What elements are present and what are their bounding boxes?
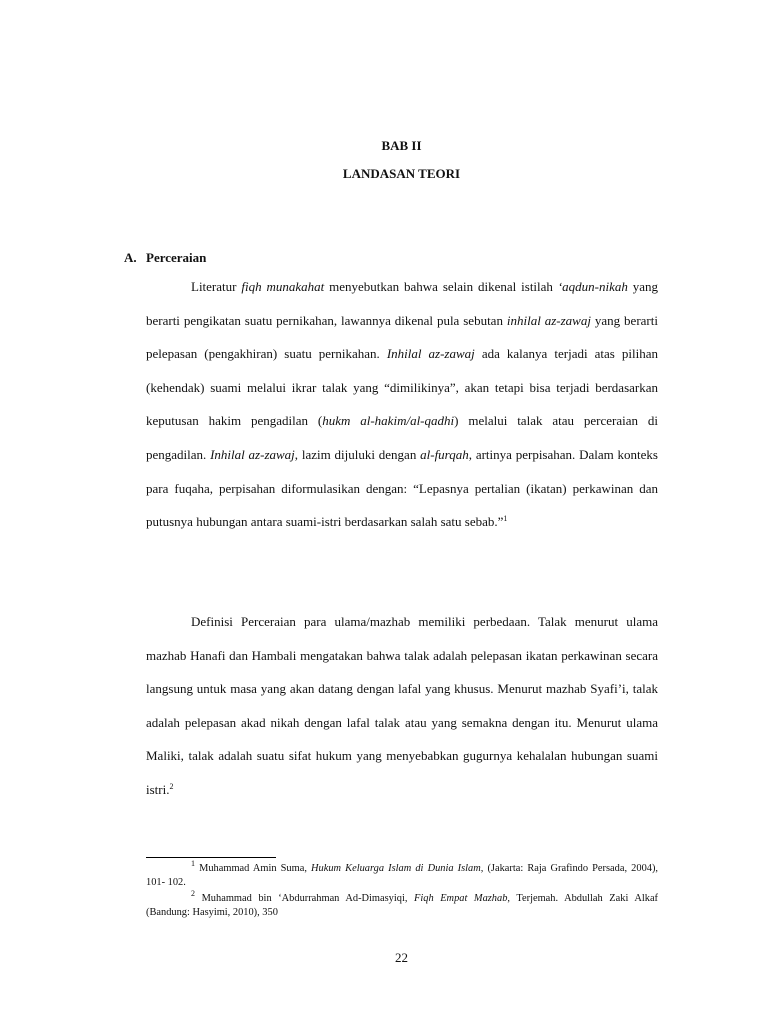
text-run: , lazim dijuluki dengan (294, 446, 421, 462)
text-run: Literatur (191, 279, 242, 294)
text-run: Definisi Perceraian para ulama/mazhab memiliki perbedaan. Talak menurut ulama mazhab Hanafi dan Hambali mengatakan bahwa talak adalah pelepasan ikatan perkawinan secara langsung untuk masa yang akan datang dengan lafal yang khusus. Menurut mazhab Syafi’i, talak adalah pelepasan akad nikah dengan lafal talak atau yang semakna dengan itu. Menurut ulama Maliki, talak adalah suatu sifat hukum yang menyebabkan gugurnya kehalalan hubungan suami istri. (146, 614, 658, 797)
text-run: , Terjemah. Abdullah Zaki Alkaf (Bandung: Hasyimi, 2010), 350 (146, 893, 659, 918)
section-title: Perceraian (146, 250, 207, 265)
paragraph-definisi-perceraian (146, 605, 658, 807)
book-title: Hukum Keluarga Islam di Dunia Islam, (311, 863, 484, 874)
chapter-title: LANDASAN TEORI (342, 166, 461, 181)
footnote-separator (146, 857, 276, 858)
section-letter: A. (124, 250, 137, 265)
text-run: ) melalui talak atau perceraian di pengadilan. (146, 413, 658, 462)
italic-term: inhilal az-zawaj (506, 312, 591, 328)
paragraph-perceraian-intro (146, 270, 658, 539)
footnote-reference[interactable]: 1 (503, 514, 508, 524)
italic-term: Inhilal az-zawaj (386, 346, 475, 362)
section-heading (124, 250, 206, 266)
text-run: menyebutkan bahwa selain dikenal istilah (324, 279, 558, 294)
footnote-reference[interactable]: 2 (169, 781, 174, 791)
footnote-number: 1 (191, 859, 195, 868)
footnote-number: 2 (191, 889, 195, 898)
italic-term: Inhilal az-zawaj (210, 446, 295, 462)
text-run: yang berarti pengikatan suatu pernikahan, lawannya dikenal pula sebutan (146, 279, 659, 328)
text-run: Muhammad Amin Suma, (195, 863, 312, 874)
text-run: yang berarti pelepasan (pengakhiran) suatu pernikahan. (146, 312, 658, 362)
text-run: ada kalanya terjadi atas pilihan (kehendak) suami melalui ikrar talak yang “dimilikinya”, akan tetapi bisa terjadi berdasarkan keputusan hakim pengadilan ( (146, 346, 658, 429)
chapter-number: BAB II (381, 138, 422, 153)
page-number: 22 (395, 950, 408, 965)
footnote (146, 859, 659, 890)
text-run: Muhammad bin ‘Abdurrahman Ad-Dimasyiqi, (195, 893, 415, 904)
text-run: (Jakarta: Raja Grafindo Persada, 2004), 101- 102. (146, 863, 659, 888)
text-run: , artinya perpisahan. Dalam konteks para fuqaha, perpisahan diformulasikan dengan: “Lepasnya pertalian (ikatan) perkawinan dan putusnya hubungan antara suami-istri berdasarkan salah satu sebab.” (146, 446, 658, 530)
book-title: Fiqh Empat Mazhab (414, 893, 508, 904)
footnote (146, 889, 659, 920)
italic-term: hukm al-hakim/al-qadhi (322, 413, 455, 429)
italic-term: fiqh munakahat (241, 279, 325, 294)
italic-term: al-furqah (420, 446, 469, 462)
italic-term: ‘aqdun-nikah (557, 279, 628, 294)
